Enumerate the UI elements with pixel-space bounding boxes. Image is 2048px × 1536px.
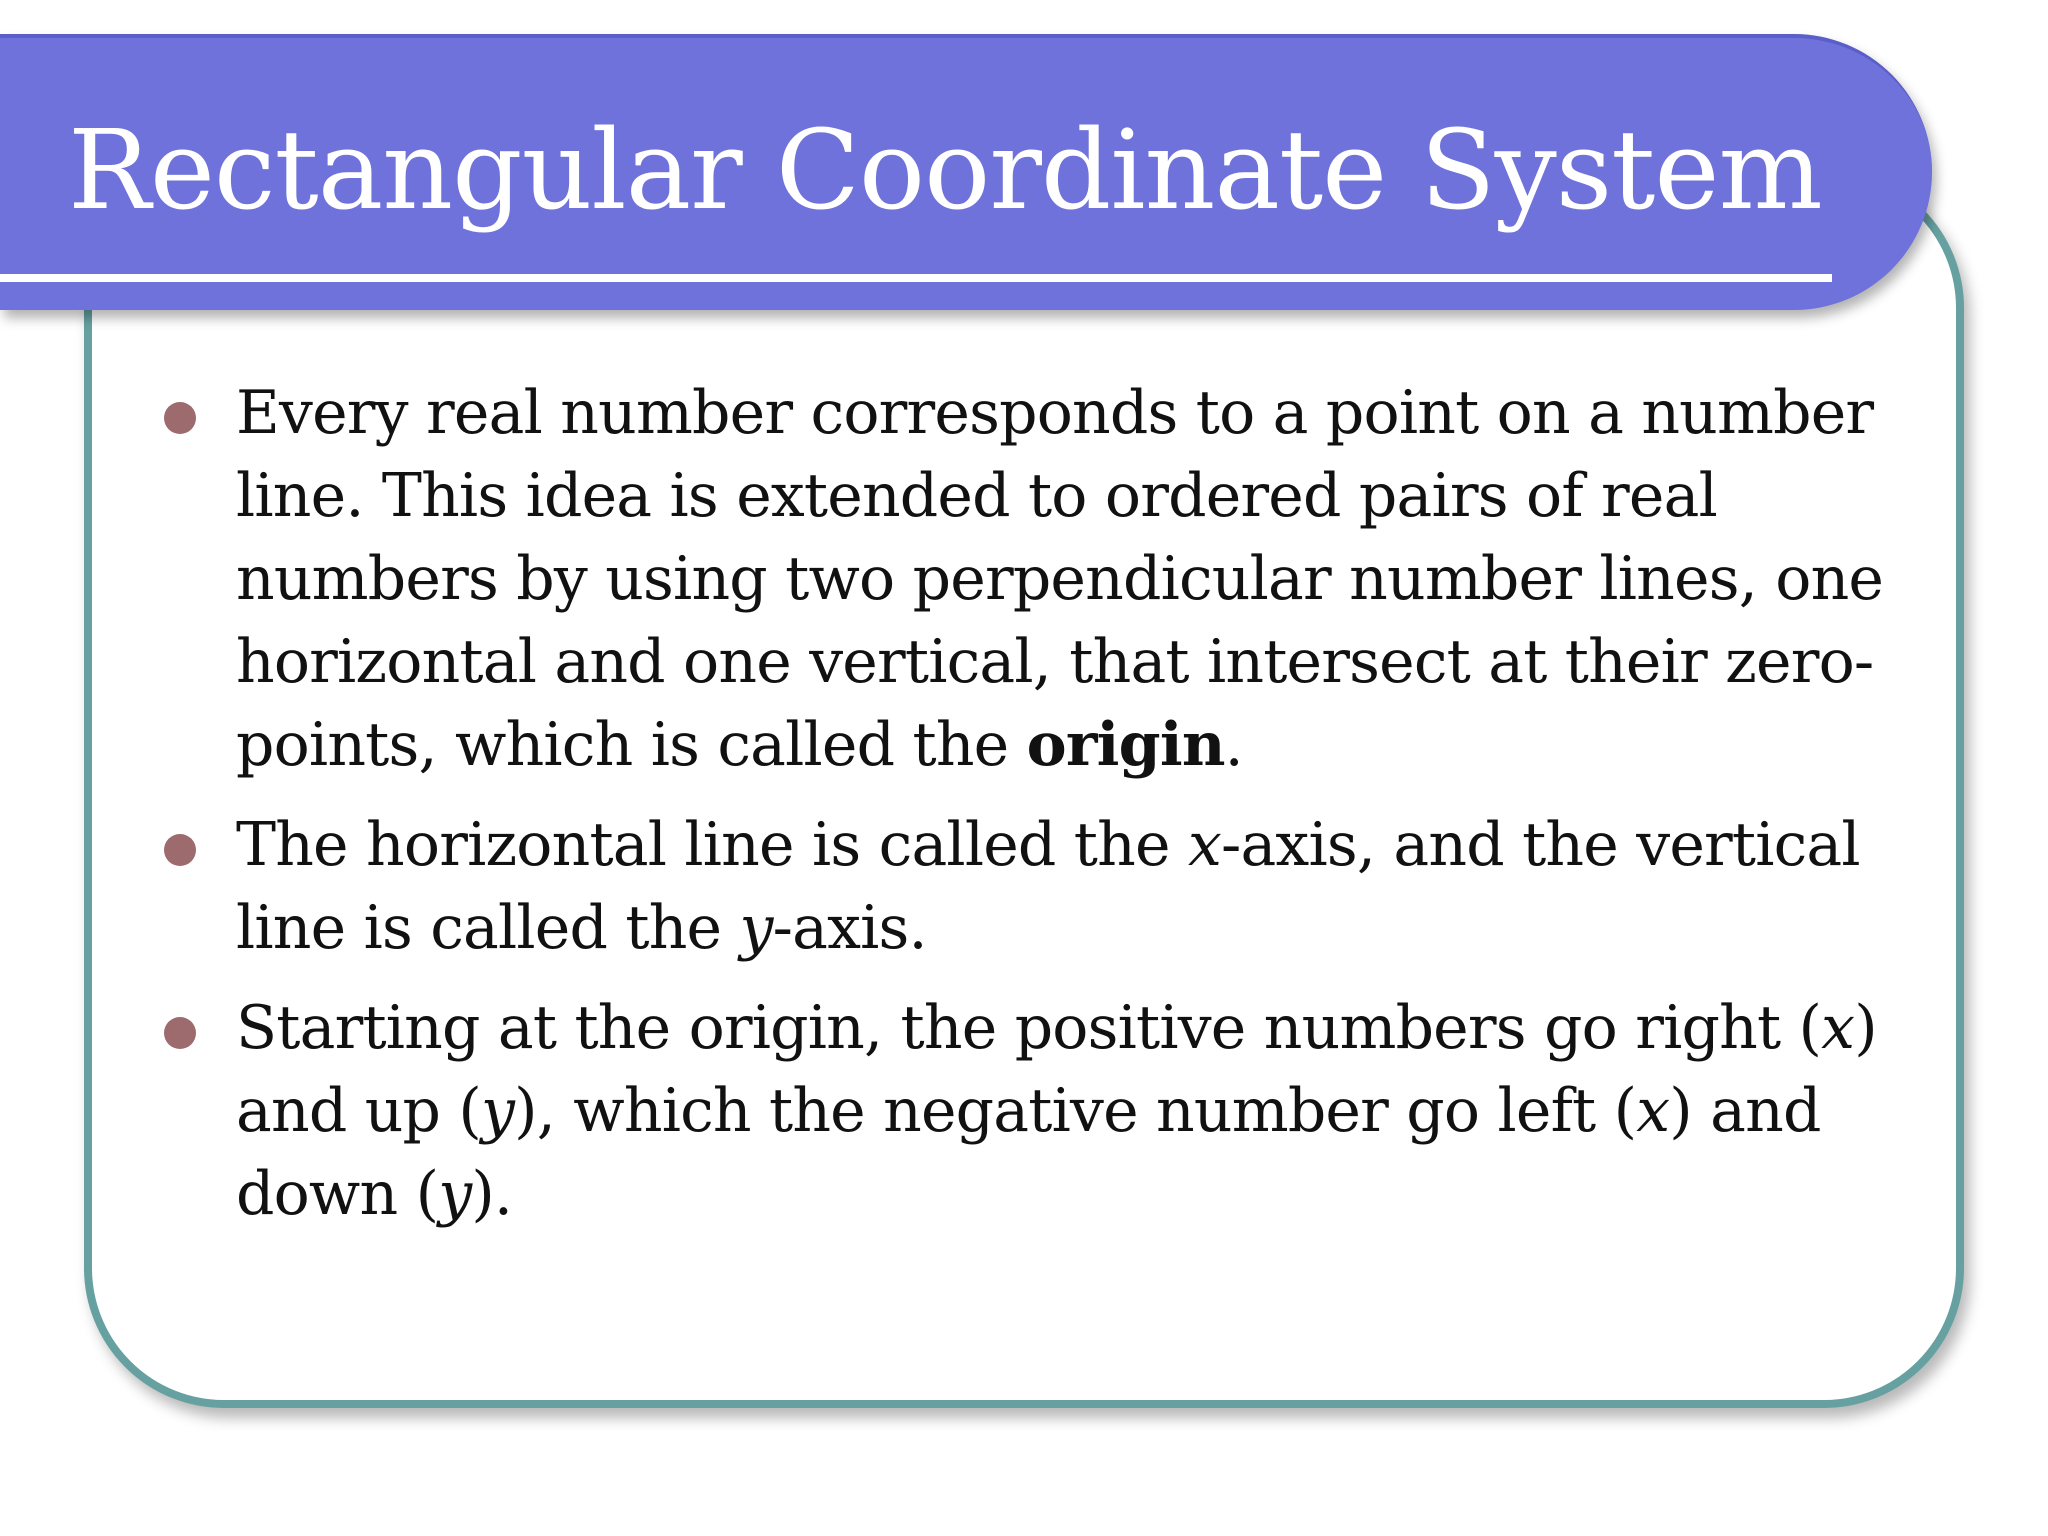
- bullet-text-segment: -axis.: [772, 893, 927, 963]
- bullet-text-segment: -axis, and the vertical line is called the: [236, 810, 1860, 963]
- slide-title: Rectangular Coordinate System: [68, 106, 1822, 234]
- bullet-dot-icon: [164, 1017, 196, 1049]
- title-band: [0, 34, 1932, 310]
- bullet-text-segment: ) and up (: [236, 993, 1877, 1146]
- bullet-text-segment-italic: y: [438, 1159, 472, 1229]
- bullet-text: [236, 993, 1877, 1229]
- bullet-text-segment-italic: x: [1636, 1076, 1670, 1146]
- bullet-list: [0, 372, 1960, 1253]
- bullet-dot-icon: [164, 834, 196, 866]
- bullet-item: [0, 987, 1896, 1236]
- bullet-text-segment: ) and down (: [236, 1076, 1821, 1229]
- bullet-item: [0, 804, 1896, 970]
- title-underline-rule: [0, 274, 1832, 282]
- bullet-item: [0, 372, 1896, 787]
- bullet-text-segment: ).: [471, 1159, 513, 1229]
- bullet-text-segment-bold: origin: [1026, 710, 1225, 780]
- bullet-text-segment-italic: x: [1821, 993, 1855, 1063]
- bullet-dot-icon: [164, 402, 196, 434]
- bullet-text-segment: .: [1224, 710, 1243, 780]
- bullet-text-segment: Starting at the origin, the positive numbers go right (: [236, 993, 1822, 1063]
- bullet-text-segment: The horizontal line is called the: [236, 810, 1188, 880]
- bullet-text-segment-italic: y: [739, 893, 773, 963]
- bullet-text: [236, 378, 1883, 780]
- bullet-text: [236, 810, 1860, 963]
- bullet-text-segment: Every real number corresponds to a point on a number line. This idea is extended to ordered pairs of real numbers by using two perpendicular number lines, one horizontal and one vertical, that intersect at their zero-points, which is called the: [236, 378, 1884, 780]
- bullet-text-segment: ), which the negative number go left (: [514, 1076, 1637, 1146]
- bullet-text-segment-italic: y: [481, 1076, 515, 1146]
- bullet-text-segment-italic: x: [1187, 810, 1221, 880]
